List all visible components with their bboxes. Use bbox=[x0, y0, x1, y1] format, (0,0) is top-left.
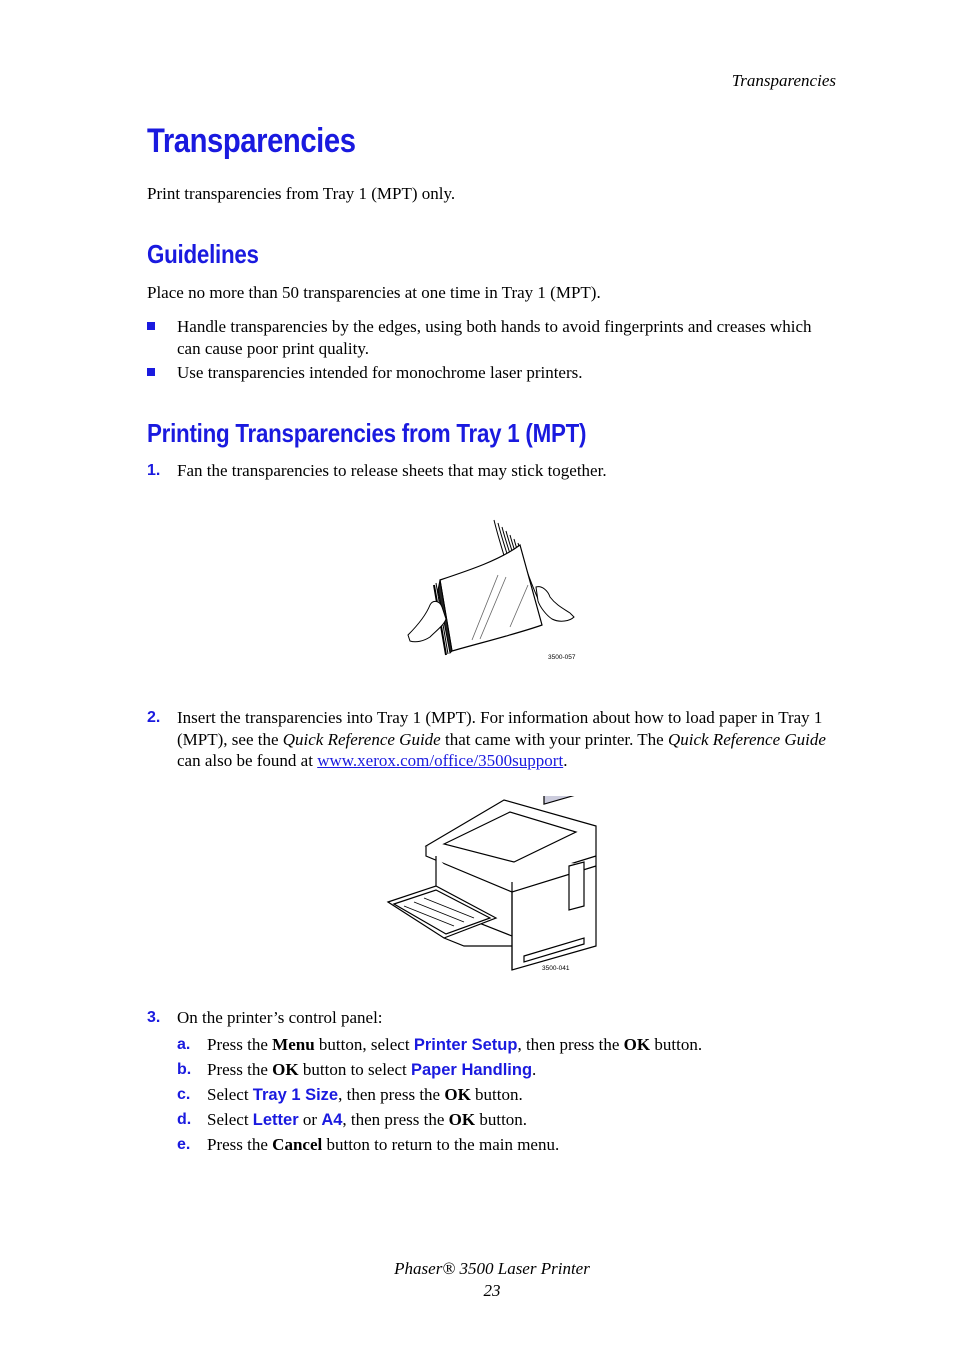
bullet-square-icon bbox=[147, 322, 155, 330]
guidelines-intro: Place no more than 50 transparencies at one time in Tray 1 (MPT). bbox=[147, 283, 601, 302]
guidelines-heading: Guidelines bbox=[147, 239, 259, 269]
step-2 bbox=[147, 707, 827, 773]
step-3 bbox=[147, 1007, 827, 1029]
substep-text: Press the OK button to select Paper Handling. bbox=[207, 1060, 537, 1079]
step-text: On the printer’s control panel: bbox=[177, 1008, 383, 1027]
substep-text: Press the Menu button, select Printer Setup, then press the OK button. bbox=[207, 1035, 703, 1054]
substep-e bbox=[177, 1134, 827, 1156]
step-number: 2. bbox=[147, 709, 161, 726]
substep-b bbox=[177, 1059, 827, 1081]
intro-text: Print transparencies from Tray 1 (MPT) only. bbox=[147, 184, 456, 203]
substep-text: Select Letter or A4, then press the OK button. bbox=[207, 1110, 528, 1129]
printer-tray-illustration bbox=[384, 796, 604, 976]
substep-letter: d. bbox=[177, 1111, 192, 1128]
substep-c bbox=[177, 1084, 827, 1106]
bullet-text: Use transparencies intended for monochrome laser printers. bbox=[177, 363, 583, 382]
substep-letter: c. bbox=[177, 1086, 191, 1103]
step-1 bbox=[147, 460, 827, 482]
figure-label: 3500-057 bbox=[548, 654, 576, 661]
running-header: Transparencies bbox=[731, 71, 836, 90]
figure-label: 3500-041 bbox=[542, 965, 570, 972]
bullet-text: Handle transparencies by the edges, using both hands to avoid fingerprints and creases which can cause poor print quality. bbox=[177, 317, 812, 358]
fanning-transparencies-illustration bbox=[400, 515, 590, 665]
step-text: Fan the transparencies to release sheets that may stick together. bbox=[177, 461, 607, 480]
substep-a bbox=[177, 1034, 827, 1056]
substep-d bbox=[177, 1109, 827, 1131]
bullet-square-icon bbox=[147, 368, 155, 376]
substep-letter: a. bbox=[177, 1036, 191, 1053]
footer-product: Phaser® 3500 Laser Printer bbox=[394, 1259, 590, 1278]
substep-text: Press the Cancel button to return to the main menu. bbox=[207, 1135, 560, 1154]
support-link[interactable]: www.xerox.com/office/3500support bbox=[317, 751, 564, 770]
page-title: Transparencies bbox=[147, 122, 356, 160]
list-item bbox=[147, 362, 827, 384]
page-number: 23 bbox=[483, 1281, 501, 1300]
printing-heading: Printing Transparencies from Tray 1 (MPT) bbox=[147, 418, 587, 448]
substep-letter: b. bbox=[177, 1061, 192, 1078]
step-number: 1. bbox=[147, 462, 161, 479]
step-number: 3. bbox=[147, 1009, 161, 1026]
list-item bbox=[147, 316, 827, 360]
substep-letter: e. bbox=[177, 1136, 191, 1153]
substep-text: Select Tray 1 Size, then press the OK button. bbox=[207, 1085, 523, 1104]
step-text: Insert the transparencies into Tray 1 (MPT). For information about how to load paper in Tray 1 (MPT), see the Quick Reference Guide that came with your printer. The Quick Reference Guide can also be found at www.xerox.com/office/3500support. bbox=[177, 708, 826, 770]
